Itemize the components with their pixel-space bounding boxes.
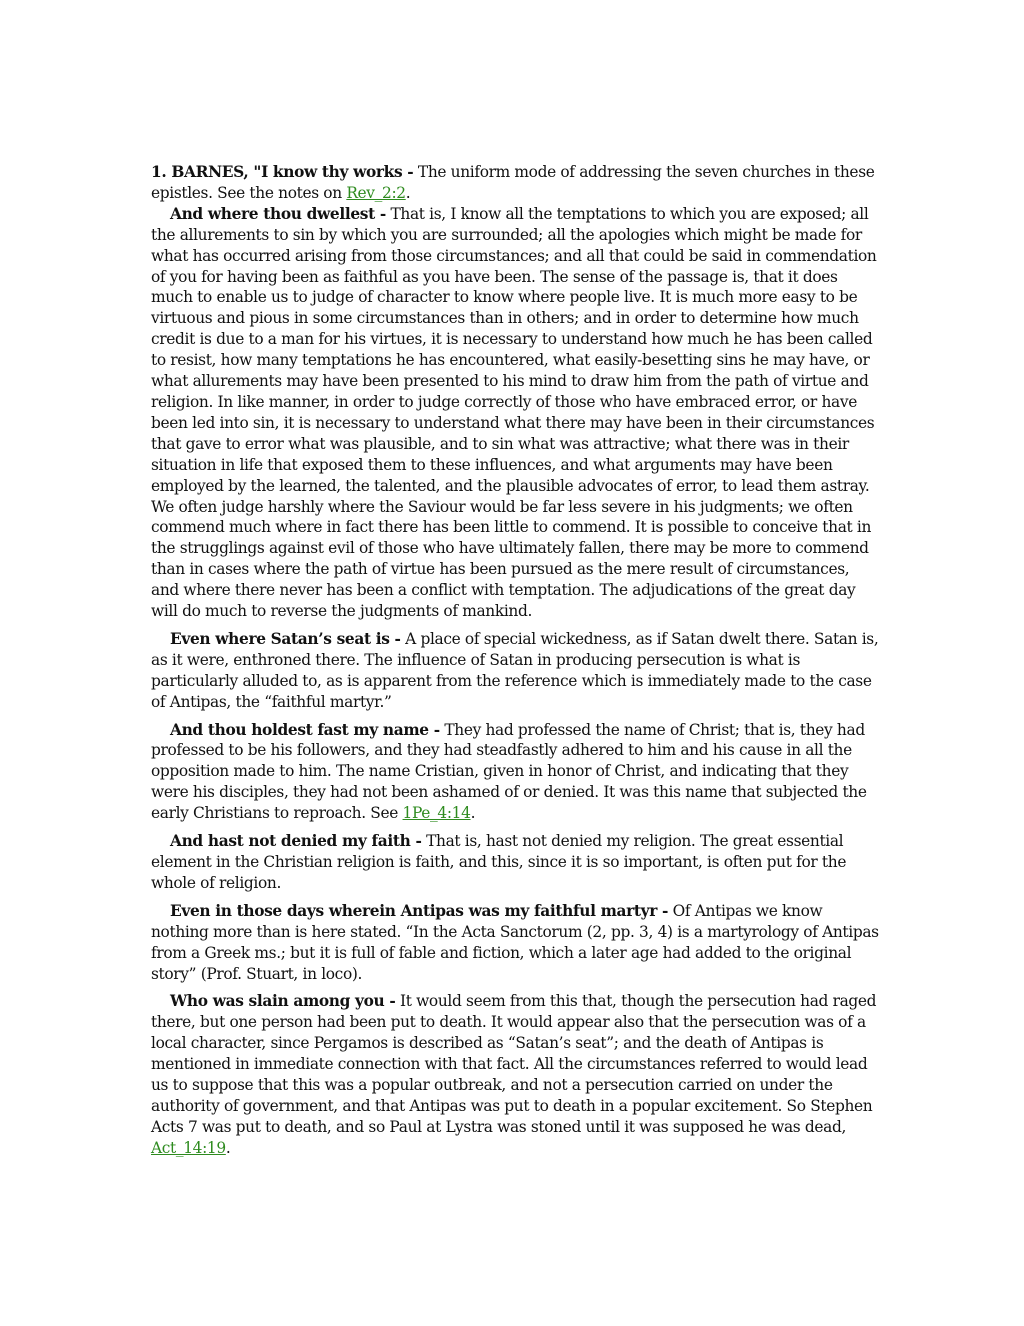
- paragraph-antipas-martyr: [151, 901, 881, 985]
- paragraph-heading: Who was slain among you -: [170, 992, 396, 1011]
- paragraph-heading: And where thou dwellest -: [170, 204, 386, 223]
- paragraph-heading: Even in those days wherein Antipas was my faithful martyr -: [170, 901, 669, 920]
- paragraph-heading: Even where Satan’s seat is -: [170, 629, 401, 648]
- paragraph-text-end: .: [470, 804, 476, 823]
- paragraph-text: It would seem from this that, though the persecution had raged there, but one person had been put to death. It would appear also that the persecution was of a local character, since Pergamos is described as “Satan’s seat”; and the death of Antipas is mentioned in immediate connection with that fact. All the circumstances referred to would lead us to suppose that this was a popular outbreak, and not a persecution carried on under the authority of government, and that Antipas was put to death in a popular excitement. So Stephen Acts 7 was put to death, and so Paul at Lystra was stoned until it was supposed he was dead,: [151, 992, 877, 1136]
- paragraph-satans-seat: [151, 629, 881, 713]
- scripture-link-1pe-4-14[interactable]: 1Pe_4:14: [402, 804, 471, 823]
- commentary-page: [151, 162, 881, 1159]
- paragraph-where-thou-dwellest: [151, 204, 881, 622]
- paragraph-heading: And hast not denied my faith -: [170, 832, 422, 851]
- paragraph-heading: And thou holdest fast my name -: [170, 720, 440, 739]
- paragraph-text: That is, hast not denied my religion. The great essential element in the Christian religion is faith, and this, since it is so important, is often put for the whole of religion.: [151, 832, 847, 892]
- scripture-link-rev-2-2[interactable]: Rev_2:2: [346, 183, 406, 202]
- paragraph-text: The uniform mode of addressing the seven churches in these epistles. See the notes on: [151, 163, 875, 202]
- scripture-link-act-14-19[interactable]: Act_14:19: [151, 1138, 226, 1157]
- paragraph-holdest-fast: [151, 720, 881, 825]
- paragraph-slain-among-you: [151, 991, 881, 1158]
- paragraph-text: They had professed the name of Christ; that is, they had professed to be his followers, and they had steadfastly adhered to him and his cause in all the opposition made to him. The name Cristian, given in honor of Christ, and indicating that they were his disciples, they had not been ashamed of or denied. It was this name that subjected the early Christians to reproach. See: [151, 720, 867, 823]
- paragraph-heading: 1. BARNES, "I know thy works -: [151, 163, 414, 181]
- paragraph-text-end: .: [405, 183, 411, 202]
- paragraph-text: Of Antipas we know nothing more than is here stated. “In the Acta Sanctorum (2, pp. 3, 4) is a martyrology of Antipas from a Greek ms.; but it is full of fable and fiction, which a later age had added to the original story” (Prof. Stuart, in loco).: [151, 901, 879, 983]
- paragraph-text-end: .: [225, 1138, 231, 1157]
- paragraph-text: That is, I know all the temptations to which you are exposed; all the allurements to sin by which you are surrounded; all the apologies which might be made for what has occurred arising from those circumstances; and all that could be said in commendation of you for having been as faithful as you have been. The sense of the passage is, that it does much to enable us to judge of character to know where people live. It is much more easy to be virtuous and pious in some circumstances than in others; and in order to determine how much credit is due to a man for his virtues, it is necessary to understand how much he has been called to resist, how many temptations he has encountered, what easily-besetting sins he may have, or what allurements may have been presented to his mind to draw him from the path of virtue and religion. In like manner, in order to judge correctly of those who have embraced error, or have been led into sin, it is necessary to understand what there may have been in their circumstances that gave to error what was plausible, and to sin what was attractive; what there was in their situation in life that exposed them to these influences, and what arguments may have been employed by the learned, the talented, and the plausible advocates of error, to lead them astray. We often judge harshly where the Saviour would be far less severe in his judgments; we often commend much where in fact there has been little to commend. It is possible to conceive that in the strugglings against evil of those who have ultimately fallen, there may be more to commend than in cases where the path of virtue has been pursued as the mere result of circumstances, and where there never has been a conflict with temptation. The adjudications of the great day will do much to reverse the judgments of mankind.: [151, 204, 877, 621]
- paragraph-not-denied-faith: [151, 831, 881, 894]
- paragraph-text: A place of special wickedness, as if Satan dwelt there. Satan is, as it were, enthroned there. The influence of Satan in producing persecution is what is particularly alluded to, as is apparent from the reference which is immediately made to the case of Antipas, the “faithful martyr.”: [151, 629, 879, 711]
- paragraph-barnes-intro: [151, 162, 881, 204]
